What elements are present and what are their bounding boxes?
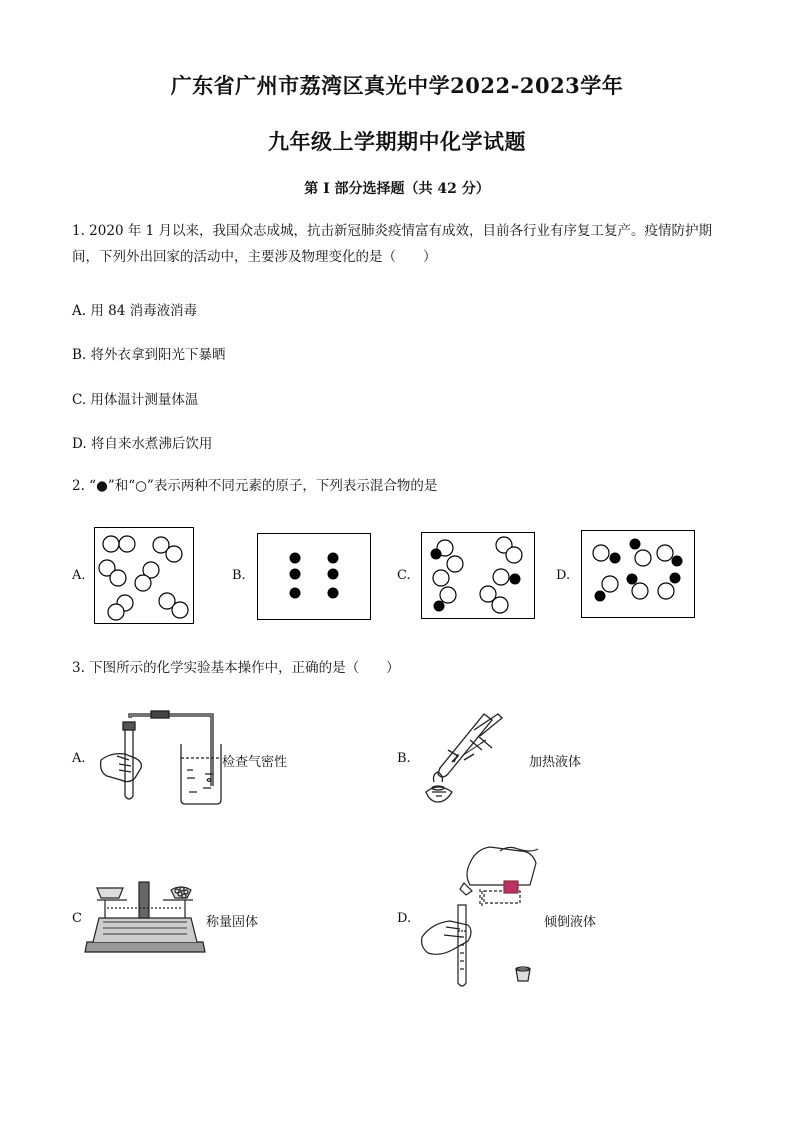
q3-caption-b: 加热液体 — [529, 755, 582, 770]
exam-title-line1: 广东省广州市荔湾区真光中学2022-2023学年 — [170, 73, 624, 98]
pouring-liquid-figure — [420, 845, 545, 990]
q2-label-c: C. — [397, 568, 411, 583]
exam-title-line2: 九年级上学期期中化学试题 — [268, 129, 526, 154]
q1-option-a: A. 用 84 消毒液消毒 — [72, 303, 198, 319]
weighing-balance-figure — [83, 878, 208, 960]
question-1-line1: 1. 2020 年 1 月以来，我国众志成城，抗击新冠肺炎疫情富有成效，目前各行业有序复工复产。疫情防护期 — [72, 223, 712, 239]
question-3-stem: 3. 下图所示的化学实验基本操作中，正确的是（ ） — [72, 660, 400, 676]
q3-caption-d: 倾倒液体 — [544, 915, 597, 930]
q2-particles-a — [95, 528, 193, 623]
q1-option-b: B. 将外衣拿到阳光下暴晒 — [72, 347, 226, 363]
q3-letter-d: D. — [397, 911, 412, 926]
airtightness-check-figure — [95, 708, 225, 808]
question-1-stem — [72, 218, 732, 270]
q1-option-c: C. 用体温计测量体温 — [72, 392, 199, 408]
q2-particles-c — [422, 533, 534, 618]
q2-particles-d — [582, 531, 694, 617]
q2-label-a: A. — [72, 568, 86, 583]
q2-particles-b — [258, 534, 370, 619]
q3-letter-b: B. — [397, 751, 411, 766]
q1-option-d: D. 将自来水煮沸后饮用 — [72, 436, 213, 452]
q2-diagram-a — [94, 527, 194, 624]
question-1-line2: 间，下列外出回家的活动中，主要涉及物理变化的是（ ） — [72, 249, 437, 265]
question-2-stem: 2. “●”和“○”表示两种不同元素的原子，下列表示混合物的是 — [72, 478, 438, 494]
q3-letter-a: A. — [72, 751, 86, 766]
q2-diagram-d — [581, 530, 695, 618]
section-heading: 第 I 部分选择题（共 42 分） — [304, 181, 490, 197]
q3-caption-c: 称量固体 — [206, 915, 259, 930]
q2-diagram-c — [421, 532, 535, 619]
q2-label-b: B. — [232, 568, 246, 583]
q2-label-d: D. — [556, 568, 571, 583]
q3-letter-c: C — [72, 911, 82, 926]
q2-diagram-b — [257, 533, 371, 620]
heating-liquid-figure — [418, 710, 523, 810]
q3-caption-a: 检查气密性 — [222, 755, 288, 770]
